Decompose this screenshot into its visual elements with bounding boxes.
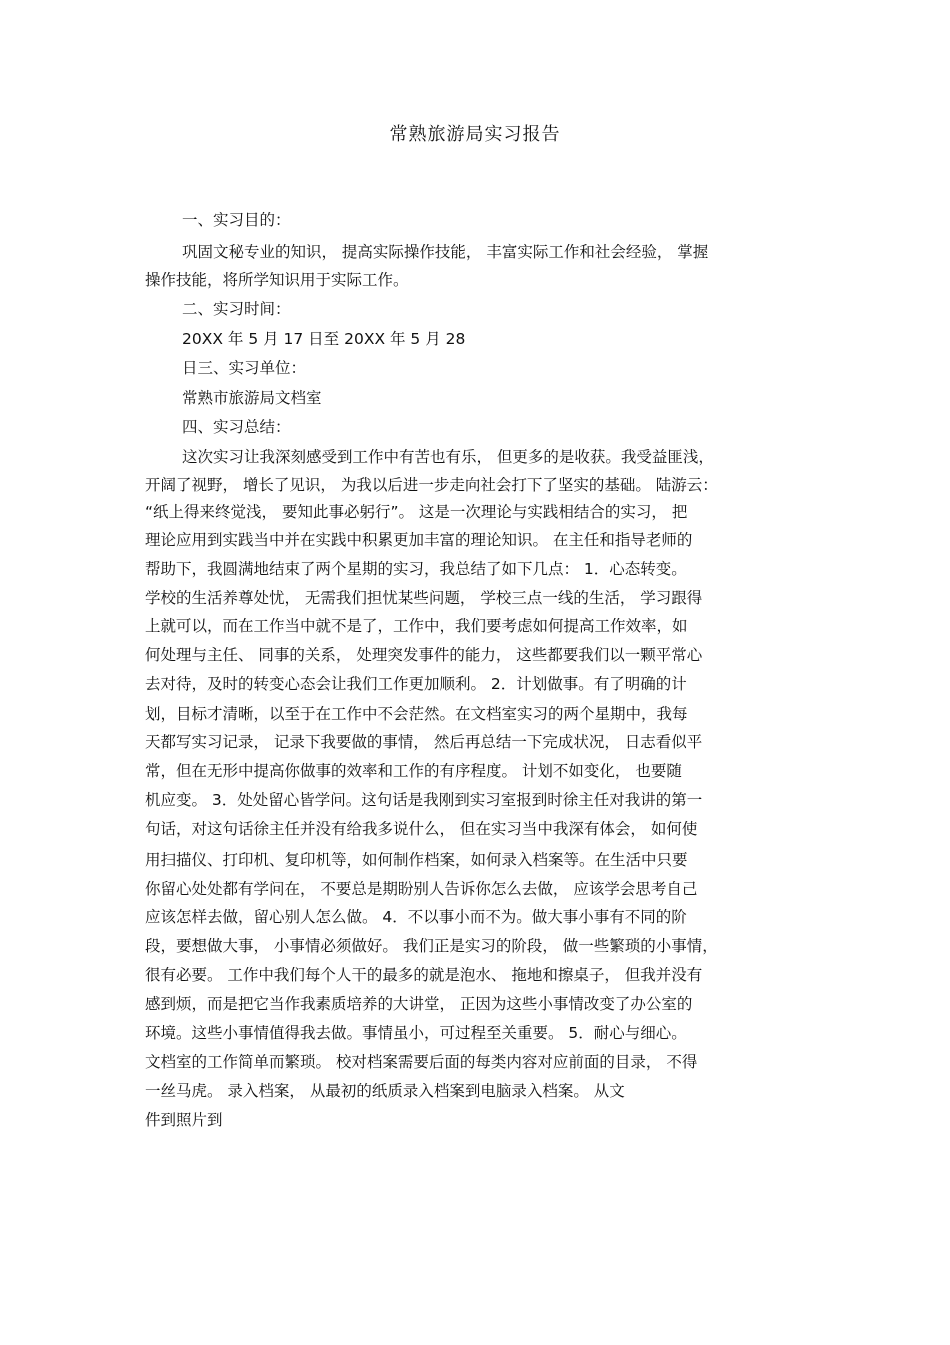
paragraph-line: 机应变。 3．处处留心皆学问。这句话是我刚到实习室报到时徐主任对我讲的第一 <box>145 791 703 809</box>
paragraph-line: “纸上得来终觉浅， 要知此事必躬行”。 这是一次理论与实践相结合的实习， 把 <box>145 503 688 521</box>
paragraph-line: 去对待，及时的转变心态会让我们工作更加顺利。 2．计划做事。有了明确的计 <box>145 675 687 693</box>
heading-purpose: 一、实习目的： <box>182 211 291 229</box>
paragraph-line: 学校的生活养尊处忧， 无需我们担忧某些问题， 学校三点一线的生活， 学习跟得 <box>145 589 703 607</box>
paragraph-line: 理论应用到实践当中并在实践中积累更加丰富的理论知识。 在主任和指导老师的 <box>145 531 693 549</box>
paragraph-line: 句话，对这句话徐主任并没有给我多说什么， 但在实习当中我深有体会， 如何使 <box>145 820 698 838</box>
paragraph-line: 一丝马虎。 录入档案， 从最初的纸质录入档案到电脑录入档案。 从文 <box>145 1082 625 1100</box>
heading-time: 二、实习时间： <box>182 300 291 318</box>
paragraph-line: 帮助下，我圆满地结束了两个星期的实习，我总结了如下几点： 1．心态转变。 <box>145 560 687 578</box>
paragraph-line: 用扫描仪、打印机、复印机等，如何制作档案，如何录入档案等。在生活中只要 <box>145 851 688 869</box>
paragraph-line: 天都写实习记录， 记录下我要做的事情， 然后再总结一下完成状况， 日志看似平 <box>145 733 703 751</box>
heading-summary: 四、实习总结： <box>182 418 291 436</box>
paragraph-line: 你留心处处都有学问在， 不要总是期盼别人告诉你怎么去做， 应该学会思考自己 <box>145 880 698 898</box>
paragraph-line: 上就可以，而在工作当中就不是了，工作中，我们要考虑如何提高工作效率，如 <box>145 617 688 635</box>
paragraph-line: 件到照片到 <box>145 1111 223 1129</box>
paragraph-line: 常，但在无形中提高你做事的效率和工作的有序程度。 计划不如变化， 也要随 <box>145 762 682 780</box>
paragraph-line: 常熟市旅游局文档室 <box>182 389 322 407</box>
heading-unit: 日三、实习单位： <box>182 359 307 377</box>
paragraph-line: 环境。这些小事情值得我去做。事情虽小，可过程至关重要。 5．耐心与细心。 <box>145 1024 687 1042</box>
paragraph-line: 开阔了视野， 增长了见识， 为我以后进一步走向社会打下了坚实的基础。 陆游云： <box>145 476 718 494</box>
paragraph-line: 20XX 年 5 月 17 日至 20XX 年 5 月 28 <box>182 330 466 348</box>
paragraph-line: 这次实习让我深刻感受到工作中有苦也有乐， 但更多的是收获。我受益匪浅， <box>182 448 714 466</box>
paragraph-line: 何处理与主任、 同事的关系， 处理突发事件的能力， 这些都要我们以一颗平常心 <box>145 646 703 664</box>
paragraph-line: 操作技能，将所学知识用于实际工作。 <box>145 271 409 289</box>
paragraph-line: 感到烦，而是把它当作我素质培养的大讲堂， 正因为这些小事情改变了办公室的 <box>145 995 693 1013</box>
document-title: 常熟旅游局实习报告 <box>389 124 561 145</box>
paragraph-line: 巩固文秘专业的知识， 提高实际操作技能， 丰富实际工作和社会经验， 掌握 <box>182 243 709 261</box>
paragraph-line: 应该怎样去做，留心别人怎么做。 4．不以事小而不为。做大事小事有不同的阶 <box>145 908 687 926</box>
paragraph-line: 划，目标才清晰，以至于在工作中不会茫然。在文档室实习的两个星期中，我每 <box>145 705 688 723</box>
paragraph-line: 文档室的工作简单而繁琐。 校对档案需要后面的每类内容对应前面的目录， 不得 <box>145 1053 698 1071</box>
paragraph-line: 段，要想做大事， 小事情必须做好。 我们正是实习的阶段， 做一些繁琐的小事情， <box>145 937 718 955</box>
paragraph-line: 很有必要。 工作中我们每个人干的最多的就是泡水、 拖地和擦桌子， 但我并没有 <box>145 966 703 984</box>
